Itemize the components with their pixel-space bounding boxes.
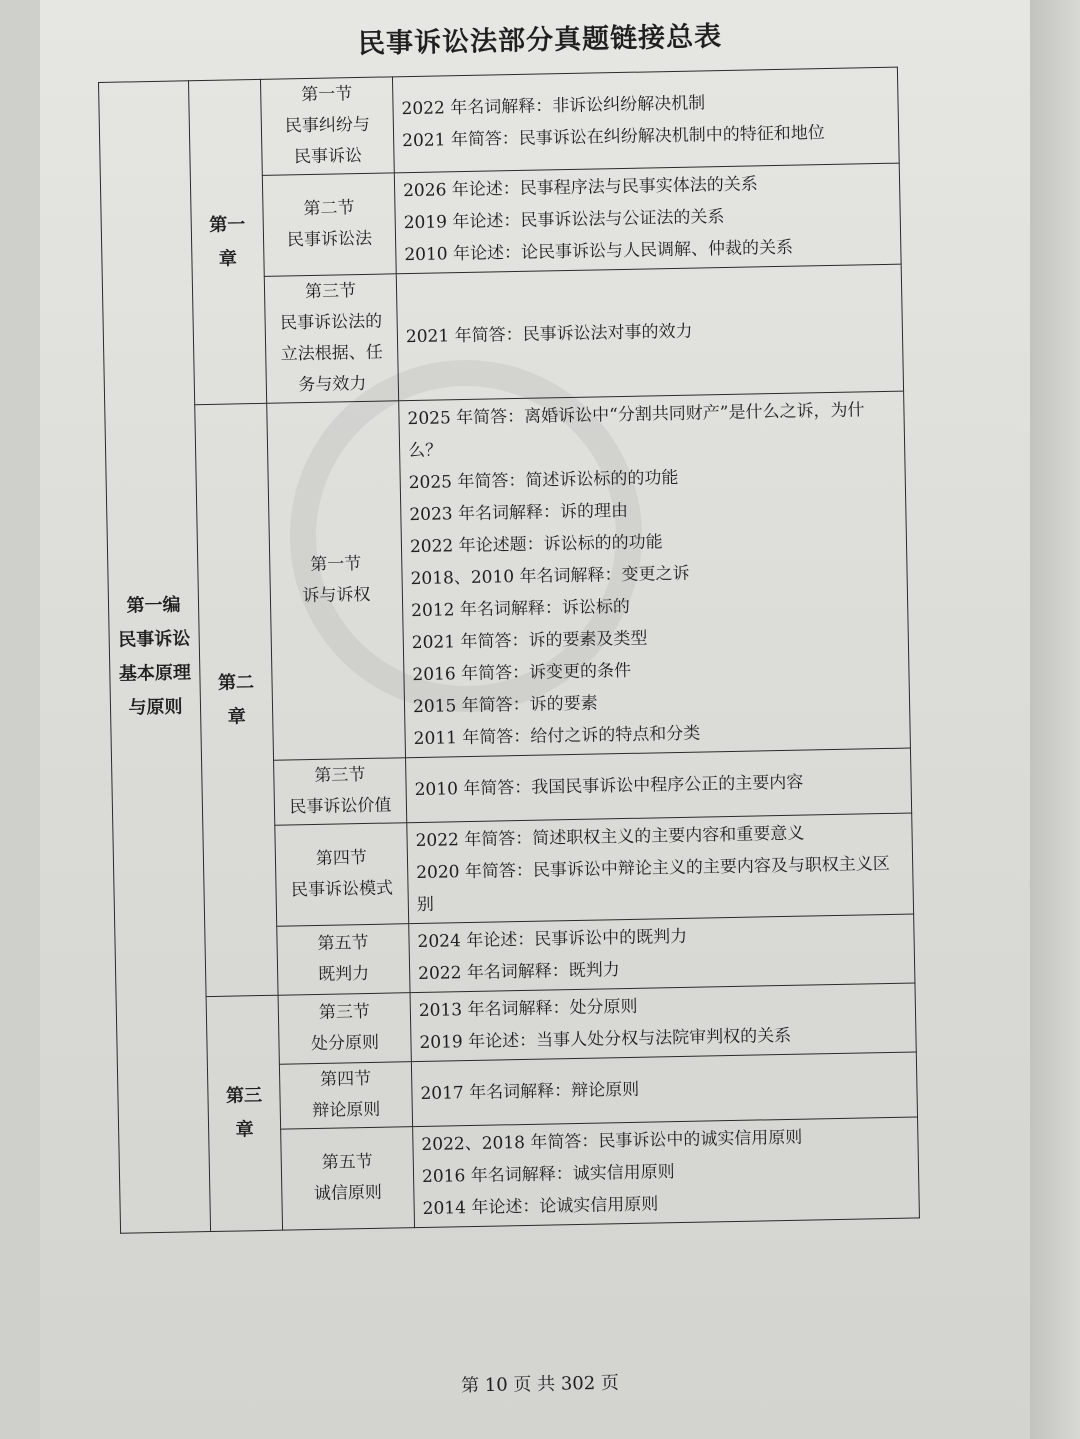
question-item: 2022 年简答：简述职权主义的主要内容和重要意义 xyxy=(415,823,805,852)
question-item: 2021 年简答：民事诉讼在纠纷解决机制中的特征和地位 xyxy=(401,122,825,151)
question-item: 2025 年简答：简述诉讼标的的功能 xyxy=(408,467,679,494)
section-title-line: 第一节 xyxy=(301,84,353,106)
section-title-line: 民事诉讼法的 xyxy=(279,311,383,334)
section-cell xyxy=(279,1062,412,1130)
section-title-line: 民事诉讼法 xyxy=(286,228,373,251)
section-title-line: 民事诉讼价值 xyxy=(289,795,392,818)
question-item: 2024 年论述：民事诉讼中的既判力 xyxy=(417,926,688,953)
section-title-line: 处分原则 xyxy=(310,1032,380,1055)
question-item: 2010 年论述：论民事诉讼与人民调解、仲裁的关系 xyxy=(404,237,794,266)
part-line: 基本原理 xyxy=(118,662,192,685)
chapter-cell xyxy=(195,403,278,996)
question-item: 2014 年论述：论诚实信用原则 xyxy=(422,1194,659,1219)
question-item: 2022 年论述题：诉讼标的的功能 xyxy=(409,532,663,558)
question-item: 2022 年名词解释：非诉讼纠纷解决机制 xyxy=(401,92,706,119)
part-line: 与原则 xyxy=(128,696,183,719)
questions-cell xyxy=(406,748,912,823)
section-cell xyxy=(267,401,406,760)
question-item: 2020 年简答：民事诉讼中辩论主义的主要内容及与职权主义区别 xyxy=(416,853,891,916)
section-title-line: 诚信原则 xyxy=(313,1182,383,1205)
section-title-line: 民事诉讼模式 xyxy=(290,878,394,901)
chapter-label-line: 章 xyxy=(218,247,238,270)
questions-cell xyxy=(392,67,899,173)
question-item: 2013 年名词解释：处分原则 xyxy=(418,996,638,1022)
section-cell xyxy=(275,823,409,927)
chapter-cell xyxy=(206,995,282,1231)
question-item: 2022 年名词解释：既判力 xyxy=(417,960,621,985)
questions-cell xyxy=(394,163,901,274)
questions-cell xyxy=(407,813,914,924)
section-title-line: 立法根据、任 xyxy=(280,342,383,365)
question-item: 2019 年论述：当事人处分权与法院审判权的关系 xyxy=(419,1025,792,1054)
chapter-label-line: 章 xyxy=(227,705,246,728)
section-title-line: 第一节 xyxy=(310,554,362,576)
section-title-line: 第四节 xyxy=(320,1068,372,1090)
chapter-label-line: 章 xyxy=(235,1119,254,1141)
question-item: 2011 年简答：给付之诉的特点和分类 xyxy=(413,723,701,750)
table-row xyxy=(105,391,911,763)
section-title-line: 诉与诉权 xyxy=(302,584,371,607)
question-item: 2022、2018 年简答：民事诉讼中的诚实信用原则 xyxy=(421,1127,803,1155)
questions-cell xyxy=(409,914,915,993)
exam-link-table xyxy=(98,67,920,1234)
section-title-line: 既判力 xyxy=(317,963,370,985)
section-cell xyxy=(277,924,410,996)
part-line: 民事诉讼 xyxy=(118,628,191,651)
question-item: 2012 年名词解释：诉讼标的 xyxy=(411,596,631,622)
question-item: 2015 年简答：诉的要素 xyxy=(412,693,598,718)
question-item: 2019 年论述：民事诉讼法与公证法的关系 xyxy=(403,207,725,234)
question-item: 2016 年简答：诉变更的条件 xyxy=(412,660,632,686)
section-title-line: 第五节 xyxy=(321,1151,373,1173)
section-title-line: 务与效力 xyxy=(298,373,367,396)
chapter-label-line: 第一 xyxy=(209,213,246,236)
question-item: 2017 年名词解释：辩论原则 xyxy=(420,1079,640,1104)
questions-cell xyxy=(413,1117,920,1228)
page-title: 民事诉讼法部分真题链接总表 xyxy=(357,21,723,60)
question-item: 2018、2010 年名词解释：变更之诉 xyxy=(410,563,690,590)
questions-cell xyxy=(411,1052,917,1127)
questions-cell xyxy=(410,983,916,1062)
section-title-line: 第三节 xyxy=(314,764,366,786)
table-row xyxy=(99,67,900,178)
section-title-line: 辩论原则 xyxy=(312,1099,381,1122)
part-line: 第一编 xyxy=(126,594,181,617)
section-cell xyxy=(264,274,398,404)
question-item: 2016 年名词解释：诚实信用原则 xyxy=(421,1162,675,1187)
section-title-line: 民事诉讼 xyxy=(293,145,363,168)
question-item: 2026 年论述：民事程序法与民事实体法的关系 xyxy=(402,174,758,202)
chapter-label-line: 第二 xyxy=(217,671,255,694)
section-title-line: 第二节 xyxy=(303,198,355,220)
page-footer: 第 10 页 共 302 页 xyxy=(460,1372,620,1397)
question-item: 2023 年名词解释：诉的理由 xyxy=(409,500,629,526)
section-title-line: 第五节 xyxy=(317,932,369,954)
section-cell xyxy=(278,993,411,1065)
questions-cell xyxy=(399,391,911,758)
section-title-line: 第三节 xyxy=(318,1001,371,1023)
question-item: 2025 年简答：离婚诉讼中“分割共同财产”是什么之诉，为什么？ xyxy=(407,400,865,462)
section-cell xyxy=(260,77,394,176)
section-title-line: 民事纠纷与 xyxy=(284,114,371,137)
questions-cell xyxy=(396,264,903,401)
section-title-line: 第四节 xyxy=(315,847,368,869)
section-title-line: 第三节 xyxy=(304,281,357,303)
table-wrapper xyxy=(98,67,920,1234)
question-item: 2021 年简答：诉的要素及类型 xyxy=(411,628,648,654)
chapter-label-line: 第三 xyxy=(225,1085,263,1107)
question-item: 2021 年简答：民事诉讼法对事的效力 xyxy=(405,321,693,348)
section-cell xyxy=(281,1127,415,1231)
question-item: 2010 年简答：我国民事诉讼中程序公正的主要内容 xyxy=(414,772,804,801)
next-page-edge xyxy=(1030,0,1080,1439)
section-cell xyxy=(262,173,396,277)
chapter-cell xyxy=(188,79,266,404)
section-cell xyxy=(274,758,407,826)
